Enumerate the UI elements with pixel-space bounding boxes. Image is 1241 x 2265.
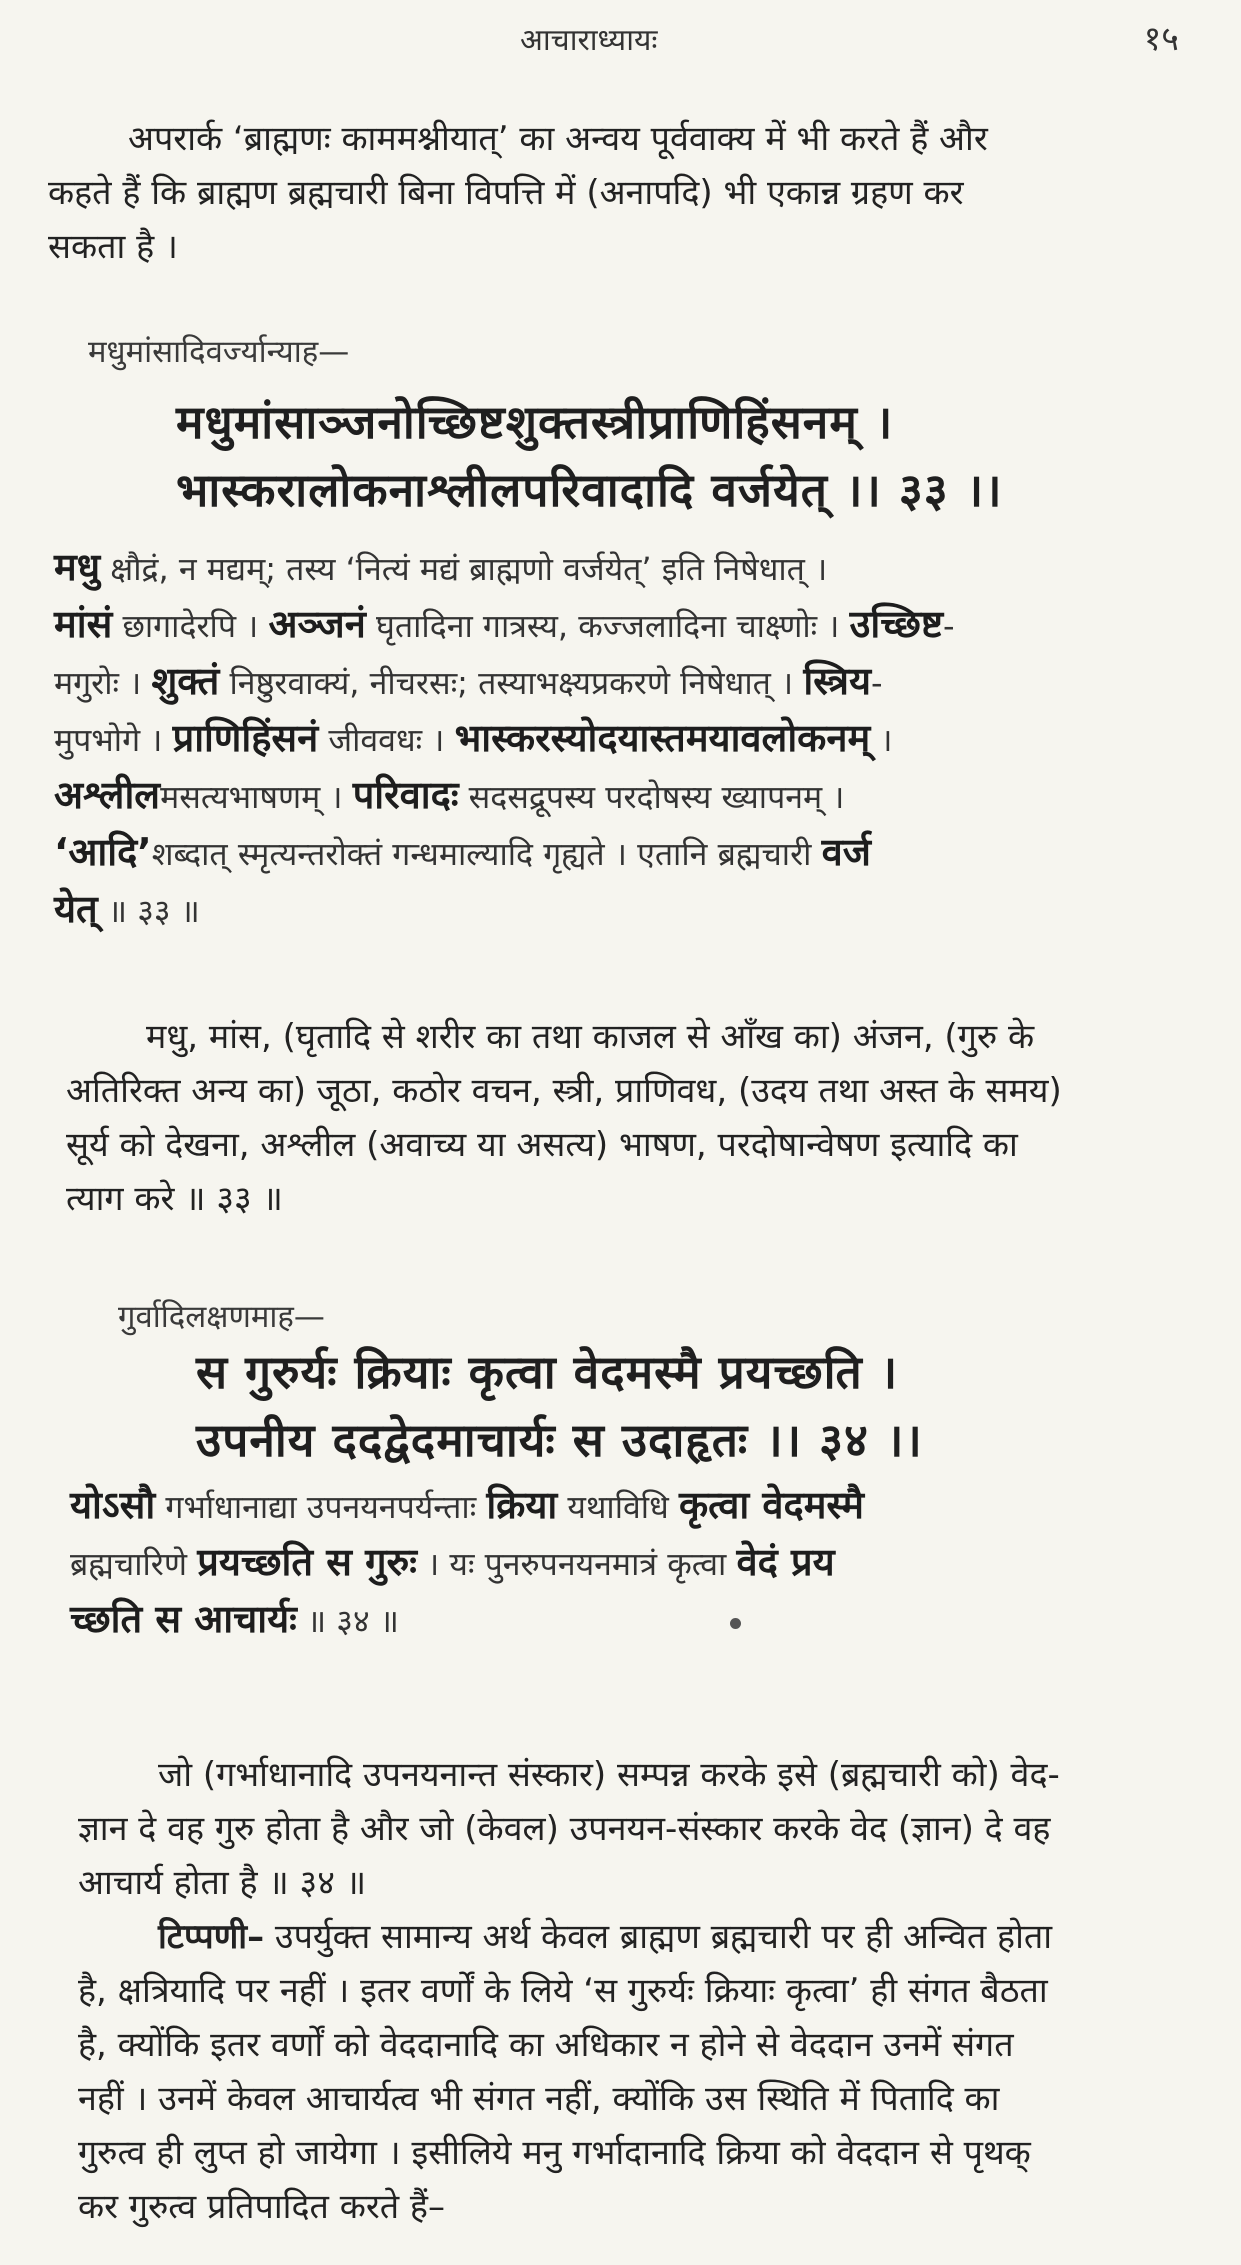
note-first-line [78, 1910, 1197, 1964]
commentary-headword: अश्लील [54, 773, 161, 817]
paragraph-line: सकता है । [48, 227, 178, 267]
commentary-lines [54, 540, 1205, 939]
sanskrit-commentary-33 [0, 540, 1241, 939]
commentary-line [54, 768, 1205, 825]
commentary-gloss: यथाविधि [557, 1488, 679, 1526]
commentary-headword: प्रयच्छति स गुरुः [197, 1540, 417, 1584]
paragraph-line: अपरार्क ‘ब्राह्मणः काममश्नीयात्’ का अन्वय पूर्ववाक्य में भी करते हैं और [128, 119, 988, 159]
commentary-line [54, 540, 1205, 597]
commentary-line [54, 825, 1205, 882]
commentary-headword: भास्करस्योदयास्तमयावलोकनम् [454, 716, 871, 760]
commentary-headword: परिवादः [352, 773, 459, 817]
commentary-headword: क्रिया [486, 1483, 558, 1527]
commentary-line [54, 882, 1205, 939]
verse-34-introduction: गुर्वादिलक्षणमाह— [118, 1299, 325, 1335]
commentary-headword: अञ्जनं [268, 602, 366, 646]
commentary-headword: येत् [54, 887, 98, 931]
commentary-line [70, 1535, 1205, 1592]
hindi-translation-34 [0, 1748, 1241, 1910]
page-number: १५ [1143, 19, 1179, 59]
commentary-line [54, 597, 1205, 654]
note-label: टिप्पणी– [158, 1917, 265, 1957]
commentary-gloss: गर्भाधानाद्या उपनयनपर्यन्ताः [155, 1488, 487, 1526]
commentary-gloss: मुपभोगे । [54, 721, 173, 759]
verse-33-introduction: मधुमांसादिवर्ज्यान्याह— [88, 334, 350, 370]
commentary-headword: च्छति स आचार्यः [70, 1597, 297, 1641]
commentary-gloss: छागादेरपि । [112, 607, 269, 645]
paragraph-line: है, क्योंकि इतर वर्णों को वेददानादि का अधिकार न होने से वेददान उनमें संगत [78, 2025, 1014, 2065]
commentary-gloss: । यः पुनरुपनयनमात्रं कृत्वा [416, 1545, 737, 1583]
commentary-headword: स्त्रिय [803, 659, 871, 703]
paragraph-line: है, क्षत्रियादि पर नहीं । इतर वर्णों के लिये ‘स गुरुर्यः क्रियाः कृत्वा’ ही संगत बैठता [78, 1971, 1048, 2011]
commentary-line [70, 1592, 1205, 1649]
commentary-line [54, 654, 1205, 711]
paragraph-line: आचार्य होता है ॥ ३४ ॥ [78, 1863, 367, 1903]
commentary-gloss: - [943, 607, 955, 645]
commentary-gloss: क्षौद्रं, न मद्यम्; तस्य ‘नित्यं मद्यं ब्राह्मणो वर्जयेत्’ इति निषेधात् । [100, 550, 828, 588]
paragraph-line: सूर्य को देखना, अश्लील (अवाच्य या असत्य) भाषण, परदोषान्वेषण इत्यादि का [66, 1125, 1018, 1165]
commentary-headword: मधु [54, 545, 101, 589]
verse-line: उपनीय ददद्वेदमाचार्यः स उदाहृतः ।। ३४ ।। [196, 1413, 923, 1467]
running-title: आचाराध्यायः [520, 23, 658, 58]
ink-speck [730, 1618, 741, 1629]
commentary-gloss: - [871, 664, 883, 702]
commentary-gloss: ब्रह्मचारिणे [70, 1545, 198, 1583]
commentary-headword: ‘आदि’ [54, 830, 152, 874]
verse-line: मधुमांसाञ्जनोच्छिष्टशुक्तस्त्रीप्राणिहिंसनम् । [176, 395, 894, 449]
commentary-headword: प्राणिहिंसनं [172, 716, 319, 760]
commentary-lines [70, 1478, 1205, 1649]
commentary-gloss: ॥ ३४ ॥ [296, 1602, 399, 1640]
paragraph-line: गुरुत्व ही लुप्त हो जायेगा । इसीलिये मनु गर्भादानादि क्रिया को वेददान से पृथक् [78, 2133, 1031, 2173]
sanskrit-commentary-34 [0, 1478, 1241, 1649]
commentary-gloss: ॥ ३३ ॥ [97, 892, 200, 930]
commentary-gloss: निष्ठुरवाक्यं, नीचरसः; तस्याभक्ष्यप्रकरणे निषेधात् । [219, 664, 804, 702]
paragraph-line: अतिरिक्त अन्य का) जूठा, कठोर वचन, स्त्री, प्राणिवध, (उदय तथा अस्त के समय) [66, 1071, 1062, 1111]
commentary-headword: शुक्तं [151, 659, 220, 703]
hindi-translation-33 [0, 1010, 1241, 1226]
commentary-headword: उच्छिष्ट [849, 602, 944, 646]
commentary-gloss: शब्दात् स्मृत्यन्तरोक्तं गन्धमाल्यादि गृह्यते । एतानि ब्रह्मचारी [151, 835, 822, 873]
paragraph-line: जो (गर्भाधानादि उपनयनान्त संस्कार) सम्पन्न करके इसे (ब्रह्मचारी को) वेद- [158, 1755, 1060, 1795]
commentary-headword: कृत्वा वेदमस्मै [678, 1483, 864, 1527]
paragraph-line: त्याग करे ॥ ३३ ॥ [66, 1179, 283, 1219]
paragraph-line: ज्ञान दे वह गुरु होता है और जो (केवल) उपनयन-संस्कार करके वेद (ज्ञान) दे वह [78, 1809, 1051, 1849]
commentary-gloss: सदसद्रूपस्य परदोषस्य ख्यापनम् । [458, 778, 845, 816]
commentary-gloss: । [870, 721, 893, 759]
commentary-headword: योऽसौ [70, 1483, 156, 1527]
paragraph-line: उपर्युक्त सामान्य अर्थ केवल ब्राह्मण ब्रह्मचारी पर ही अन्वित होता [264, 1917, 1053, 1957]
commentary-gloss: जीववधः । [318, 721, 455, 759]
page-header [0, 14, 1241, 64]
verse-line: भास्करालोकनाश्लीलपरिवादादि वर्जयेत् ।। ३३ ।। [176, 463, 1003, 517]
commentary-gloss: मसत्यभाषणम् । [160, 778, 353, 816]
verse-line: स गुरुर्यः क्रियाः कृत्वा वेदमस्मै प्रयच्छति । [196, 1345, 899, 1399]
paragraph-line: कहते हैं कि ब्राह्मण ब्रह्मचारी बिना विपत्ति में (अनापदि) भी एकान्न ग्रहण कर [48, 173, 964, 213]
paragraph-line: मधु, मांस, (घृतादि से शरीर का तथा काजल से आँख का) अंजन, (गुरु के [146, 1017, 1035, 1057]
commentary-headword: वर्ज [821, 830, 871, 874]
verse-33 [0, 388, 1241, 524]
commentary-line [54, 711, 1205, 768]
commentary-headword: वेदं प्रय [736, 1540, 835, 1584]
hindi-paragraph-aparaka [0, 112, 1241, 274]
note-paragraph [0, 1910, 1241, 2234]
commentary-line [70, 1478, 1205, 1535]
paragraph-line: नहीं । उनमें केवल आचार्यत्व भी संगत नहीं, क्योंकि उस स्थिति में पितादि का [78, 2079, 1000, 2119]
commentary-gloss: घृतादिना गात्रस्य, कज्जलादिना चाक्ष्णोः । [365, 607, 850, 645]
commentary-gloss: मगुरोः । [54, 664, 152, 702]
paragraph-line: कर गुरुत्व प्रतिपादित करते हैं– [78, 2187, 445, 2227]
verse-34 [0, 1338, 1241, 1474]
commentary-headword: मांसं [54, 602, 113, 646]
